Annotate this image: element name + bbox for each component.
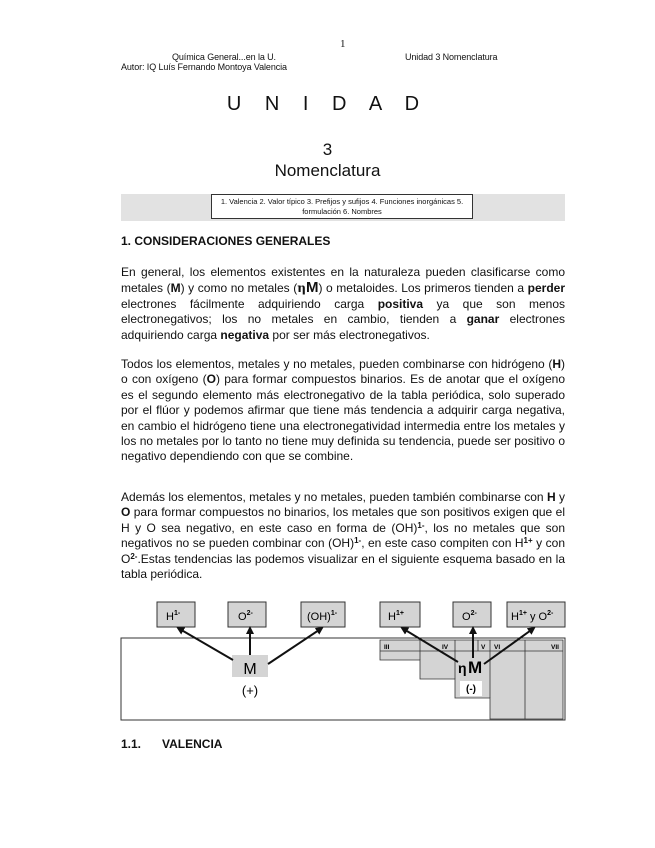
unit-title: Nomenclatura bbox=[274, 161, 381, 180]
nonmetal-eta: η bbox=[458, 660, 467, 676]
ion-label-o-2minus-nonmetal: $O^{2-}$ bbox=[462, 610, 477, 623]
nonmetal-charge: (-) bbox=[466, 684, 476, 695]
paragraph-1: En general, los elementos existentes en la naturaleza pueden clasificarse como metales (M) y como no metales (ηM) o metaloides. Los primeros tienden a perder electrones fácilmente adquiriendo carga positiva ya que son menos electronegativos; los no metales en cambio, tienden a ganar electrones adquiriendo carga negativa por ser más electronegativos. bbox=[121, 265, 565, 342]
section-heading: 1. CONSIDERACIONES GENERALES bbox=[121, 234, 331, 248]
group-label-iii: III bbox=[384, 644, 390, 651]
subsection-heading: 1.1. VALENCIA bbox=[121, 737, 223, 751]
ion-label-h-plus: $H^{1+}$ bbox=[388, 610, 404, 623]
unit-heading: U N I D A D bbox=[226, 93, 429, 115]
paragraph-2: Todos los elementos, metales y no metales, pueden combinarse con hidrógeno (H) o con oxígeno (O) para formar compuestos binarios. Es de anotar que el oxígeno es el segundo elemento más electronegativo de la tabla periódica, solo superado por el flúor y podemos afirmar que tiene más tendencia a adquirir carga negativa, en cambio el hidrógeno tiene una electronegatividad intermedia entre los metales y los no metales por lo tanto no tiene muy definida su tendencia, puede ser positivo o negativo dependiendo con que se combine. bbox=[121, 357, 565, 464]
ion-label-oh-minus: (OH)$^{1-}$ bbox=[307, 610, 338, 623]
header-book-title: Química General...en la U. bbox=[172, 52, 276, 62]
nonmetal-label: M bbox=[468, 658, 483, 677]
group-label-vii: VII bbox=[551, 644, 559, 651]
nonmetal-region bbox=[380, 640, 563, 719]
group-label-v: V bbox=[481, 644, 486, 651]
arrow-metal-to-h bbox=[178, 628, 233, 660]
header-author: Autor: IQ Luís Fernando Montoya Valencia bbox=[121, 62, 287, 72]
paragraph-3: Además los elementos, metales y no metales, pueden también combinarse con H y O para formar compuestos no binarios, los metales que son positivos exigen que el H y O sea negativo, en este caso en forma de (OH)$^{1-}$, los no metales que son negativos no se pueden combinar con (OH)$^{1-}$, en este caso compiten con $H^{1+}$ y con $O^{2-}.Estas$ tendencias las podemos visualizar en el siguiente esquema basado en la tabla periódica. bbox=[121, 490, 566, 582]
metal-charge: (+) bbox=[241, 683, 259, 698]
page-number: 1 bbox=[340, 38, 346, 50]
ion-label-h-minus: $H^{1-}$ bbox=[166, 610, 181, 623]
header-unit: Unidad 3 Nomenclatura bbox=[405, 52, 498, 62]
ion-label-o-2minus: $O^{2-}$ bbox=[238, 610, 253, 623]
group-label-iv: IV bbox=[442, 644, 449, 651]
group-label-vi: VI bbox=[494, 644, 501, 651]
arrow-metal-to-oh bbox=[268, 628, 322, 664]
unit-number: 3 bbox=[322, 140, 333, 159]
ion-label-h-plus-and-o: $H^{1+}$ y $O^{2-}$ bbox=[511, 610, 554, 623]
table-of-contents: 1. Valencia 2. Valor típico 3. Prefijos y sufijos 4. Funciones inorgánicas 5. formulación 6. Nombres bbox=[211, 194, 473, 219]
metal-label: M bbox=[243, 661, 257, 678]
